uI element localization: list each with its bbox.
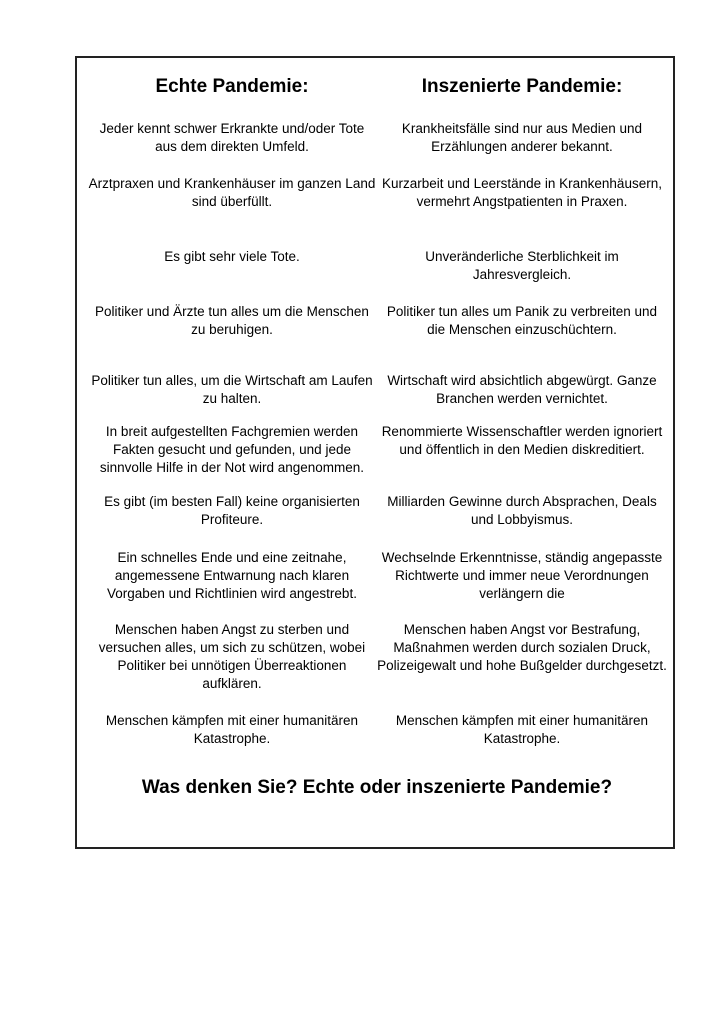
right-item-6: Renommierte Wissenschaftler werden ignoriert und öffentlich in den Medien diskreditiert. [381,424,663,457]
left-item-9: Menschen haben Angst zu sterben und versuchen alles, um sich zu schützen, wobei Politiker bei unnötigen Überreaktionen aufklären. [98,622,366,691]
right-item-1: Krankheitsfälle sind nur aus Medien und Erzählungen anderer bekannt. [401,121,643,154]
right-item-5: Wirtschaft wird absichtlich abgewürgt. Ganze Branchen werden vernichtet. [387,373,657,406]
right-item-10: Menschen kämpfen mit einer humanitären Katastrophe. [395,713,649,746]
left-item-10: Menschen kämpfen mit einer humanitären Katastrophe. [105,713,359,746]
left-item-1: Jeder kennt schwer Erkrankte und/oder Tote aus dem direkten Umfeld. [99,121,365,154]
document-frame [75,56,675,849]
heading-inszenierte-pandemie: Inszenierte Pandemie: [421,76,623,97]
left-item-6: In breit aufgestellten Fachgremien werden Fakten gesucht und gefunden, und jede sinnvolle Hilfe in der Not wird angenommen. [99,424,365,475]
right-item-8: Wechselnde Erkenntnisse, ständig angepasste Richtwerte und immer neue Verordnungen verlängern die [381,550,663,601]
right-item-9: Menschen haben Angst vor Bestrafung, Maßnahmen werden durch sozialen Druck, Polizeigewalt und hohe Bußgelder durchgesetzt. [377,622,667,673]
left-item-5: Politiker tun alles, um die Wirtschaft am Laufen zu halten. [91,373,373,406]
right-item-2: Kurzarbeit und Leerstände in Krankenhäusern, vermehrt Angstpatienten in Praxen. [382,176,662,209]
right-item-4: Politiker tun alles um Panik zu verbreiten und die Menschen einzuschüchtern. [386,304,658,337]
right-item-3: Unveränderliche Sterblichkeit im Jahresvergleich. [425,249,619,282]
closing-question: Was denken Sie? Echte oder inszenierte Pandemie? [141,777,613,798]
heading-echte-pandemie: Echte Pandemie: [155,76,309,97]
left-item-4: Politiker und Ärzte tun alles um die Menschen zu beruhigen. [95,304,369,337]
right-item-7: Milliarden Gewinne durch Absprachen, Deals und Lobbyismus. [387,494,657,527]
left-item-8: Ein schnelles Ende und eine zeitnahe, angemessene Entwarnung nach klaren Vorgaben und Richtlinien wird angestrebt. [107,550,357,601]
left-item-2: Arztpraxen und Krankenhäuser im ganzen Land sind überfüllt. [88,176,376,209]
left-item-3: Es gibt sehr viele Tote. [164,249,300,264]
left-item-7: Es gibt (im besten Fall) keine organisierten Profiteure. [104,494,360,527]
